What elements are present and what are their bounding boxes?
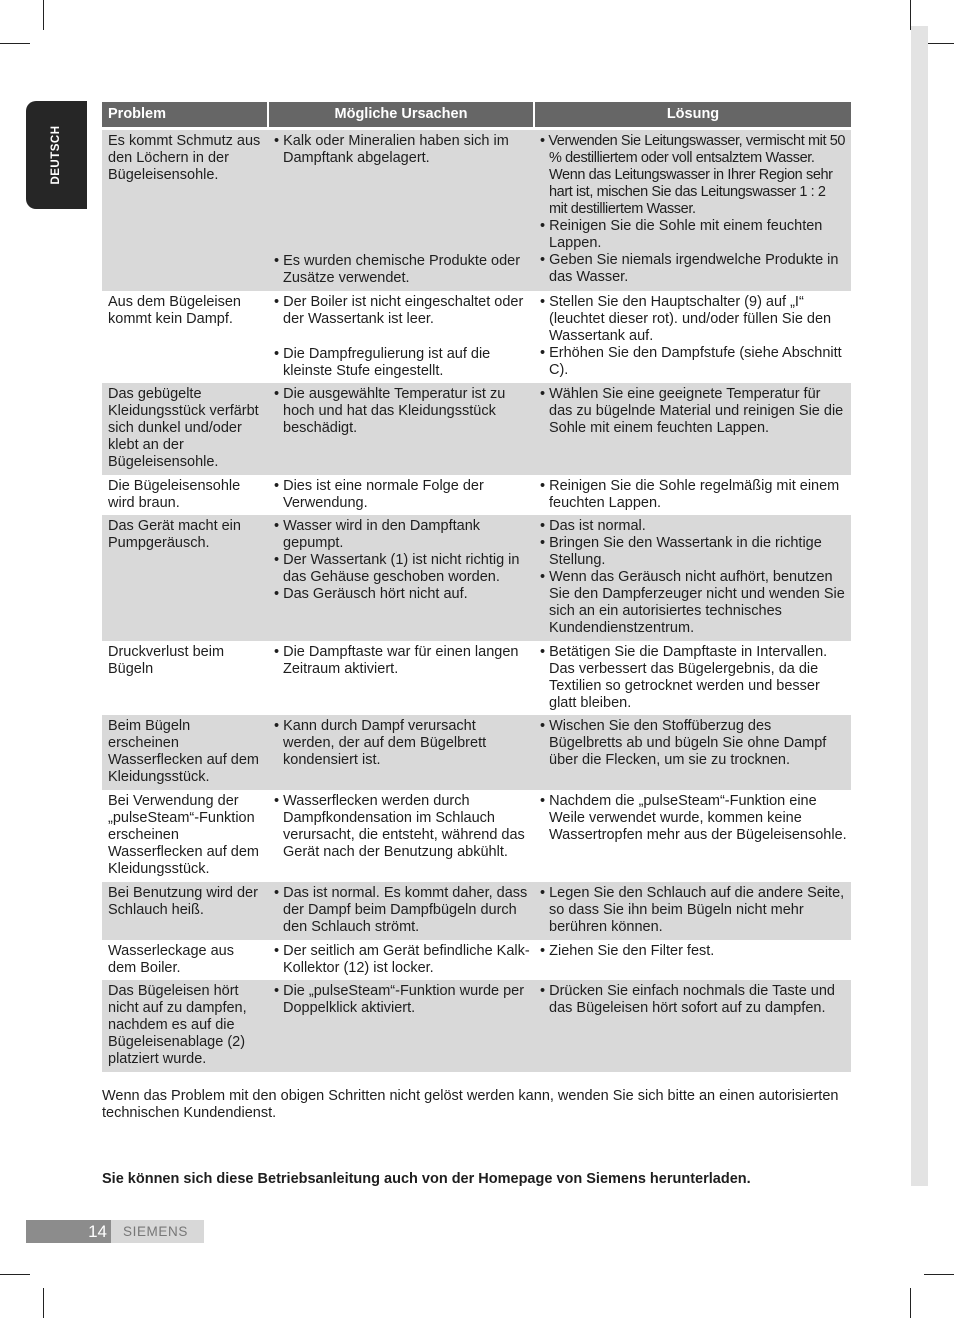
causes-list [274,644,530,678]
solution-item: • Drücken Sie einfach nochmals die Taste und das Bügeleisen hört sofort auf zu dampfen. [540,983,847,1017]
cause-item: • Wasserflecken werden durch Dampfkondensation im Schlauch verursacht, die entsteht, während das Gerät nach der Benutzung abkühlt. [274,793,530,861]
solution-cell [534,980,851,1072]
solution-list [540,885,847,936]
causes-list [274,478,530,512]
troubleshooting-table [102,102,851,1072]
problem-text: Beim Bügeln erscheinen Wasserflecken auf dem Kleidungsstück. [108,717,259,785]
table-row [102,129,851,291]
problem-text: Das gebügelte Kleidungsstück verfärbt sich dunkel und/oder klebt an der Bügeleisensohle. [108,385,259,470]
solution-item: • Reinigen Sie die Sohle mit einem feuchten Lappen. [540,218,847,252]
problem-cell [102,940,268,980]
problem-text: Druckverlust beim Bügeln [108,643,225,677]
problem-cell [102,129,268,291]
causes-cell [268,980,534,1072]
causes-list [274,943,530,977]
causes-list [274,885,530,936]
cause-item: • Das ist normal. Es kommt daher, dass der Dampf beim Dampfbügeln durch den Schlauch strömt. [274,885,530,936]
page-edge-bar [911,26,928,1186]
solution-cell [534,715,851,790]
problem-text: Das Bügeleisen hört nicht auf zu dampfen, nachdem es auf die Bügeleisenablage (2) platziert wurde. [108,982,247,1067]
table-row [102,383,851,475]
solution-cell [534,790,851,882]
solution-list [540,518,847,637]
cause-item: • Der seitlich am Gerät befindliche Kalk-Kollektor (12) ist locker. [274,943,530,977]
page-number: 14 [26,1220,111,1243]
table-row [102,515,851,641]
problem-text: Die Bügeleisensohle wird braun. [108,477,241,511]
cause-item: • Dies ist eine normale Folge der Verwendung. [274,478,530,512]
cause-item: • Die Dampftaste war für einen langen Zeitraum aktiviert. [274,644,530,678]
solution-cell [534,882,851,940]
language-tab-label: DEUTSCH [50,125,62,185]
table-row [102,882,851,940]
solution-item: • Bringen Sie den Wassertank in die richtige Stellung. [540,535,847,569]
solution-item: • Reinigen Sie die Sohle regelmäßig mit einem feuchten Lappen. [540,478,847,512]
cause-item: • Kalk oder Mineralien haben sich im Dampftank abgelagert. [274,133,530,167]
causes-cell [268,715,534,790]
causes-list [274,386,530,437]
cause-item: • Der Wassertank (1) ist nicht richtig in das Gehäuse geschoben worden. [274,552,530,586]
problem-text: Bei Verwendung der „pulseSteam“-Funktion erscheinen Wasserflecken auf dem Kleidungsstück. [108,792,259,877]
causes-list [274,718,530,769]
causes-list [274,133,530,287]
solution-list [540,133,847,286]
problem-text: Aus dem Bügeleisen kommt kein Dampf. [108,293,241,327]
solution-cell [534,515,851,641]
causes-cell [268,790,534,882]
cause-item: • Wasser wird in den Dampftank gepumpt. [274,518,530,552]
download-note: Sie können sich diese Betriebsanleitung auch von der Homepage von Siemens herunterladen. [102,1171,751,1187]
language-tab [26,101,87,209]
cause-item: • Die Dampfregulierung ist auf die kleinste Stufe eingestellt. [274,346,530,380]
cause-item: • Die „pulseSteam“-Funktion wurde per Doppelklick aktiviert. [274,983,530,1017]
solution-list [540,718,847,769]
problem-cell [102,475,268,515]
cause-item: • Der Boiler ist nicht eingeschaltet oder der Wassertank ist leer. [274,294,530,328]
solution-cell [534,475,851,515]
solution-cell [534,291,851,383]
causes-list [274,793,530,861]
cause-item: • Die ausgewählte Temperatur ist zu hoch und hat das Kleidungsstück beschädigt. [274,386,530,437]
solution-list [540,943,847,960]
header-causes: Mögliche Ursachen [268,102,534,129]
problem-cell [102,980,268,1072]
problem-text: Wasserleckage aus dem Boiler. [108,942,234,976]
problem-cell [102,790,268,882]
solution-list [540,983,847,1017]
solution-list [540,644,847,712]
crop-mark [924,1274,954,1275]
table-row [102,291,851,383]
header-solution: Lösung [534,102,851,129]
solution-cell [534,383,851,475]
table-row [102,715,851,790]
solution-item: • Erhöhen Sie den Dampfstufe (siehe Abschnitt C). [540,345,847,379]
problem-cell [102,291,268,383]
table-row [102,641,851,715]
causes-cell [268,515,534,641]
cause-item: • Es wurden chemische Produkte oder Zusätze verwendet. [274,253,530,287]
causes-cell [268,291,534,383]
table-row [102,475,851,515]
causes-cell [268,940,534,980]
solution-item: • Betätigen Sie die Dampftaste in Intervallen. Das verbessert das Bügelergebnis, da die Textilien so getrocknet werden und besser glatt bleiben. [540,644,847,712]
solution-item: • Geben Sie niemals irgendwelche Produkte in das Wasser. [540,252,847,286]
solution-item: • Verwenden Sie Leitungswasser, vermischt mit 50 % destilliertem oder voll entsalztem Wasser. Wenn das Leitungswasser in Ihrer Region sehr hart ist, mischen Sie das Leitungswasser 1 : 2 mit destilliertem Wasser. [540,133,847,218]
solution-cell [534,129,851,291]
solution-item: • Stellen Sie den Hauptschalter (9) auf „I“ (leuchtet dieser rot). und/oder füllen Sie den Wassertank auf. [540,294,847,345]
solution-item: • Nachdem die „pulseSteam“-Funktion eine Weile verwendet wurde, kommen keine Wassertropfen mehr aus der Bügeleisensohle. [540,793,847,844]
crop-mark [924,43,954,44]
problem-text: Das Gerät macht ein Pumpgeräusch. [108,517,241,551]
header-problem: Problem [102,102,268,129]
solution-cell [534,641,851,715]
solution-item: • Das ist normal. [540,518,847,535]
page-footer [26,1220,204,1243]
problem-cell [102,383,268,475]
problem-text: Bei Benutzung wird der Schlauch heiß. [108,884,258,918]
solution-item: • Ziehen Sie den Filter fest. [540,943,847,960]
brand-name: SIEMENS [123,1224,188,1239]
cause-item: • Das Geräusch hört nicht auf. [274,586,530,603]
causes-cell [268,129,534,291]
problem-cell [102,882,268,940]
solution-cell [534,940,851,980]
solution-list [540,294,847,379]
crop-mark [0,1274,30,1275]
table-row [102,940,851,980]
causes-cell [268,475,534,515]
problem-cell [102,515,268,641]
cause-item: • Kann durch Dampf verursacht werden, der auf dem Bügelbrett kondensiert ist. [274,718,530,769]
solution-item: • Wählen Sie eine geeignete Temperatur für das zu bügelnde Material und reinigen Sie die Sohle mit einem feuchten Lappen. [540,386,847,437]
problem-cell [102,641,268,715]
solution-item: • Wischen Sie den Stoffüberzug des Bügelbretts ab und bügeln Sie ohne Dampf über die Flecken, um sie zu trocknen. [540,718,847,769]
table-row [102,980,851,1072]
crop-mark [43,1288,44,1318]
solution-list [540,386,847,437]
solution-item: • Legen Sie den Schlauch auf die andere Seite, so dass Sie ihn beim Bügeln nicht mehr berühren können. [540,885,847,936]
table-row [102,790,851,882]
causes-list [274,983,530,1017]
crop-mark [0,43,30,44]
problem-cell [102,715,268,790]
footnote: Wenn das Problem mit den obigen Schritten nicht gelöst werden kann, wenden Sie sich bitte an einen autorisierten technischen Kundendienst. [102,1088,839,1121]
problem-text: Es kommt Schmutz aus den Löchern in der Bügeleisensohle. [108,133,261,183]
solution-list [540,793,847,844]
causes-cell [268,383,534,475]
table-body [102,129,851,1072]
causes-list [274,518,530,603]
causes-cell [268,882,534,940]
causes-cell [268,641,534,715]
crop-mark [910,1288,911,1318]
table-header-row [102,102,851,129]
causes-list [274,294,530,380]
crop-mark [43,0,44,30]
solution-item: • Wenn das Geräusch nicht aufhört, benutzen Sie den Dampferzeuger nicht und wenden Sie sich an ein autorisiertes technisches Kundendienstzentrum. [540,569,847,637]
solution-list [540,478,847,512]
